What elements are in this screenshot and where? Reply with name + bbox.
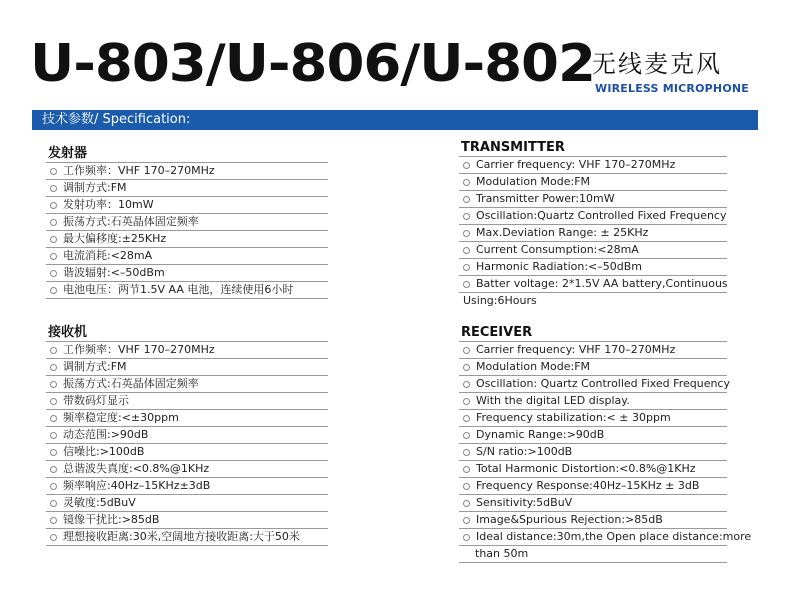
spec-text: Dynamic Range:>90dB: [476, 428, 605, 441]
circle-bullet-icon: [50, 364, 57, 371]
list-item: [459, 191, 727, 208]
section-heading: RECEIVER: [461, 325, 533, 340]
circle-bullet-icon: [50, 449, 57, 456]
circle-bullet-icon: [50, 219, 57, 226]
list-item: [459, 393, 727, 410]
list-item: [459, 478, 727, 495]
list-item: [459, 444, 727, 461]
list-item: [459, 410, 727, 427]
circle-bullet-icon: [50, 517, 57, 524]
circle-bullet-icon: [463, 534, 470, 541]
circle-bullet-icon: [50, 270, 57, 277]
list-item: [459, 461, 727, 478]
spec-text: 最大偏移度:±25KHz: [63, 232, 167, 245]
spec-text: 信噪比:>100dB: [63, 445, 145, 458]
circle-bullet-icon: [50, 236, 57, 243]
spec-text: Oscillation: Quartz Controlled Fixed Frequency: [476, 377, 730, 390]
list-item: [46, 231, 328, 248]
specification-bar: 技术参数/ Specification:: [32, 110, 758, 130]
circle-bullet-icon: [463, 500, 470, 507]
spec-list: [459, 156, 727, 309]
list-item: [46, 162, 328, 180]
list-item: [459, 276, 727, 293]
spec-text: 电流消耗:<28mA: [63, 249, 153, 262]
product-name-cn: 无线麦克风: [592, 50, 722, 78]
list-item: [46, 197, 328, 214]
spec-text: Oscillation:Quartz Controlled Fixed Frequency: [476, 209, 727, 222]
spec-text: 灵敏度:5dBuV: [63, 496, 136, 509]
list-item: [459, 242, 727, 259]
list-item: [459, 208, 727, 225]
list-item: [459, 529, 752, 546]
circle-bullet-icon: [50, 534, 57, 541]
circle-bullet-icon: [463, 281, 470, 288]
spec-text: 调制方式:FM: [63, 181, 127, 194]
section-heading: 发射器: [48, 146, 88, 161]
spec-text: 工作频率：VHF 170–270MHz: [63, 343, 215, 356]
spec-text: Modulation Mode:FM: [476, 175, 591, 188]
spec-list: [46, 162, 328, 299]
list-item: [46, 512, 328, 529]
spec-text: 频率响应:40Hz–15KHz±3dB: [63, 479, 211, 492]
circle-bullet-icon: [463, 449, 470, 456]
circle-bullet-icon: [463, 196, 470, 203]
circle-bullet-icon: [463, 466, 470, 473]
circle-bullet-icon: [463, 432, 470, 439]
list-item: [459, 259, 727, 276]
circle-bullet-icon: [463, 247, 470, 254]
list-item: [459, 341, 727, 359]
spec-text: 谐波辐射:<–50dBm: [63, 266, 165, 279]
circle-bullet-icon: [463, 213, 470, 220]
spec-text: Carrier frequency: VHF 170–270MHz: [476, 343, 676, 356]
spec-text: Image&Spurious Rejection:>85dB: [476, 513, 663, 526]
transmitter-en-section: [459, 140, 727, 309]
spec-text: Batter voltage: 2*1.5V AA battery,Continuous: [476, 277, 728, 290]
spec-text: 动态范围:>90dB: [63, 428, 149, 441]
spec-text: Using:6Hours: [463, 294, 537, 307]
model-title: U-803/U-806/U-802: [30, 34, 595, 94]
list-item: [459, 174, 727, 191]
circle-bullet-icon: [463, 264, 470, 271]
list-item: [459, 495, 727, 512]
section-heading: TRANSMITTER: [461, 140, 565, 155]
spec-list: [459, 341, 752, 563]
spec-text: 振荡方式:石英晶体固定频率: [63, 215, 199, 228]
list-item: [46, 478, 328, 495]
spec-text: 工作频率：VHF 170–270MHz: [63, 164, 215, 177]
circle-bullet-icon: [50, 168, 57, 175]
spec-text: 电池电压：两节1.5V AA 电池，连续使用6小时: [63, 283, 294, 296]
section-heading: 接收机: [48, 325, 88, 340]
list-item: [46, 180, 328, 197]
spec-text: S/N ratio:>100dB: [476, 445, 573, 458]
spec-text: Frequency Response:40Hz–15KHz ± 3dB: [476, 479, 700, 492]
circle-bullet-icon: [463, 415, 470, 422]
list-item: [46, 359, 328, 376]
spec-text: Frequency stabilization:< ± 30ppm: [476, 411, 671, 424]
list-item: [46, 495, 328, 512]
circle-bullet-icon: [50, 347, 57, 354]
spec-list: [46, 341, 328, 546]
list-item: [459, 376, 730, 393]
spec-text: Harmonic Radiation:<–50dBm: [476, 260, 643, 273]
spec-text: 带数码灯显示: [63, 394, 129, 407]
spec-text: Transmitter Power:10mW: [476, 192, 615, 205]
circle-bullet-icon: [463, 347, 470, 354]
list-item: [46, 265, 328, 282]
list-item: [46, 529, 328, 546]
spec-text: Ideal distance:30m,the Open place distance:more: [476, 530, 752, 543]
list-item: [459, 156, 727, 174]
circle-bullet-icon: [463, 179, 470, 186]
list-item: [46, 248, 328, 265]
circle-bullet-icon: [50, 500, 57, 507]
spec-text: 理想接收距离:30米,空阔地方接收距离:大于50米: [63, 530, 300, 543]
product-name-en: WIRELESS MICROPHONE: [595, 82, 749, 95]
spec-text: 总谐波失真度:<0.8%@1KHz: [63, 462, 210, 475]
circle-bullet-icon: [50, 398, 57, 405]
list-item: [459, 225, 727, 242]
list-item: [46, 341, 328, 359]
circle-bullet-icon: [50, 202, 57, 209]
list-item: [459, 359, 727, 376]
spec-text: 发射功率：10mW: [63, 198, 154, 211]
spec-text: Max.Deviation Range: ± 25KHz: [476, 226, 649, 239]
list-item: [46, 461, 328, 478]
circle-bullet-icon: [463, 364, 470, 371]
circle-bullet-icon: [463, 398, 470, 405]
spec-text: than 50m: [475, 547, 529, 560]
circle-bullet-icon: [50, 415, 57, 422]
circle-bullet-icon: [50, 381, 57, 388]
list-item: [46, 376, 328, 393]
spec-text: 调制方式:FM: [63, 360, 127, 373]
spec-text: 振荡方式:石英晶体固定频率: [63, 377, 199, 390]
receiver-cn-section: [46, 325, 328, 546]
receiver-en-section: [459, 325, 752, 563]
list-item-continuation: [459, 546, 727, 563]
circle-bullet-icon: [463, 517, 470, 524]
circle-bullet-icon: [50, 432, 57, 439]
list-item: [459, 427, 727, 444]
circle-bullet-icon: [463, 162, 470, 169]
spec-text: Current Consumption:<28mA: [476, 243, 639, 256]
circle-bullet-icon: [463, 483, 470, 490]
spec-text: Carrier frequency: VHF 170–270MHz: [476, 158, 676, 171]
list-item: [459, 512, 727, 529]
spec-text: 频率稳定度:<±30ppm: [63, 411, 179, 424]
spec-text: With the digital LED display.: [476, 394, 630, 407]
list-item: [46, 393, 328, 410]
list-item: [46, 214, 328, 231]
list-item-continuation: [459, 293, 727, 309]
list-item: [46, 410, 328, 427]
list-item: [46, 427, 328, 444]
circle-bullet-icon: [50, 466, 57, 473]
circle-bullet-icon: [463, 230, 470, 237]
circle-bullet-icon: [50, 185, 57, 192]
transmitter-cn-section: [46, 146, 328, 299]
circle-bullet-icon: [50, 483, 57, 490]
spec-text: Sensitivity:5dBuV: [476, 496, 573, 509]
list-item: [46, 282, 328, 299]
spec-text: Total Harmonic Distortion:<0.8%@1KHz: [476, 462, 696, 475]
spec-text: 镜像干扰比:>85dB: [63, 513, 160, 526]
circle-bullet-icon: [463, 381, 470, 388]
circle-bullet-icon: [50, 287, 57, 294]
spec-text: Modulation Mode:FM: [476, 360, 591, 373]
circle-bullet-icon: [50, 253, 57, 260]
list-item: [46, 444, 328, 461]
